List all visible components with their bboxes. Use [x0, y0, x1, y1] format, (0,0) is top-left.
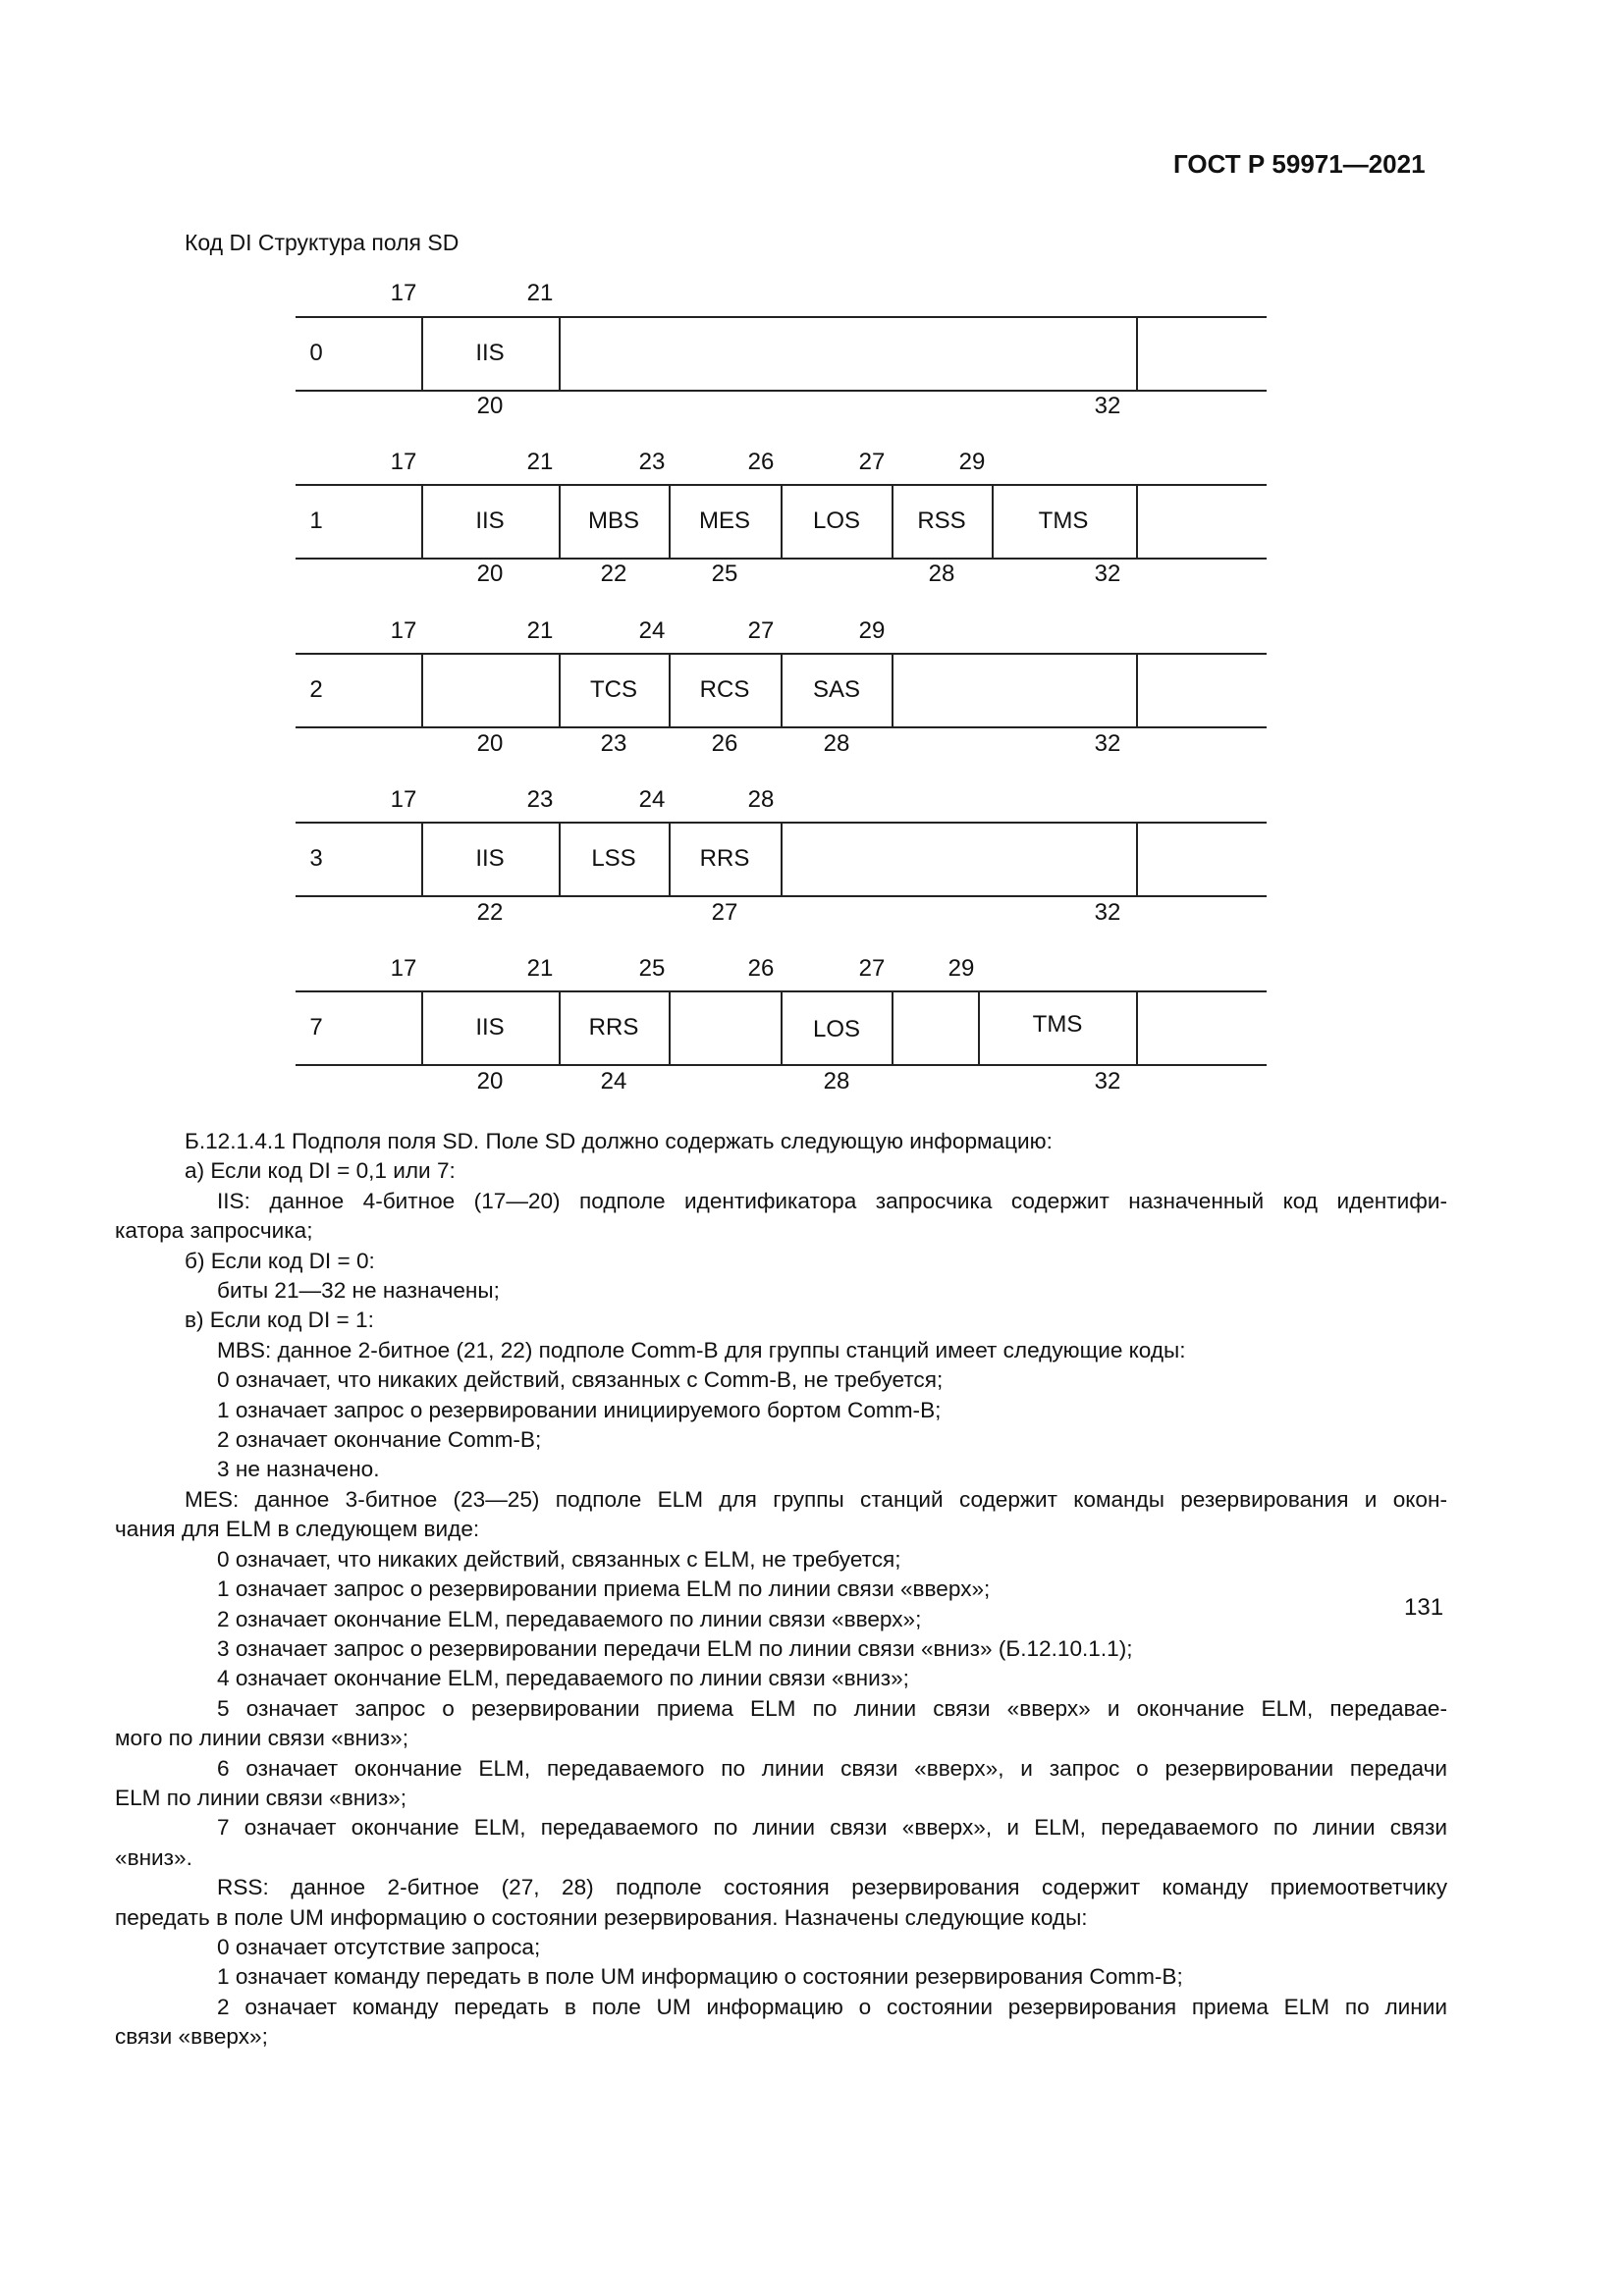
field-divider	[669, 823, 671, 895]
di-code-label: 0	[309, 340, 323, 366]
bit-label-top: 17	[390, 449, 417, 475]
field-label-mbs: MBS	[587, 507, 640, 534]
bit-label-top: 29	[858, 617, 886, 644]
field-label-iis: IIS	[475, 507, 505, 534]
paragraph: передать в поле UM информацию о состоянии резервирования. Назначены следующие коды:	[115, 1904, 1088, 1930]
row-bottom-line	[296, 390, 1267, 392]
bit-label-top: 25	[638, 955, 666, 982]
field-divider	[1136, 317, 1138, 390]
field-divider	[892, 991, 893, 1064]
field-label-mes: MES	[698, 507, 751, 534]
field-label-tcs: TCS	[590, 676, 637, 703]
paragraph: Б.12.1.4.1 Подполя поля SD. Поле SD должно содержать следующую информацию:	[185, 1129, 1053, 1153]
list-item: 6 означает окончание ELM, передаваемого по линии связи «вверх», и запрос о резервировании передачи	[217, 1755, 1447, 1781]
bit-label-bottom: 22	[600, 561, 627, 587]
list-item: 3 не назначено.	[217, 1457, 380, 1482]
paragraph: связи «вверх»;	[115, 2024, 268, 2050]
list-item: 2 означает окончание Comm-B;	[217, 1427, 542, 1453]
paragraph: RSS: данное 2-битное (27, 28) подполе состояния резервирования содержит команду приемоответчику	[217, 1875, 1447, 1900]
list-item: 0 означает, что никаких действий, связанных с Comm-B, не требуется;	[217, 1367, 944, 1393]
field-divider	[559, 991, 561, 1064]
field-divider	[421, 485, 423, 558]
field-divider	[781, 823, 783, 895]
bit-label-bottom: 23	[600, 730, 627, 757]
field-label-iis: IIS	[475, 1014, 505, 1041]
bit-label-top: 27	[747, 617, 775, 644]
paragraph: «вниз».	[115, 1844, 192, 1870]
row-bottom-line	[296, 558, 1267, 560]
list-item: 0 означает, что никаких действий, связанных с ELM, не требуется;	[217, 1546, 901, 1572]
bit-label-top: 23	[526, 786, 554, 813]
row-bottom-line	[296, 895, 1267, 897]
bit-label-bottom: 20	[476, 1068, 504, 1095]
bit-label-bottom: 32	[1094, 393, 1121, 419]
field-divider	[669, 991, 671, 1064]
field-divider	[559, 485, 561, 558]
field-label-iis: IIS	[475, 845, 505, 872]
bit-label-top: 24	[638, 786, 666, 813]
field-divider	[781, 991, 783, 1064]
di-code-label: 3	[309, 845, 323, 872]
bit-label-bottom: 25	[711, 561, 738, 587]
paragraph: MBS: данное 2-битное (21, 22) подполе Comm-B для группы станций имеет следующие коды:	[217, 1337, 1186, 1362]
paragraph: чания для ELM в следующем виде:	[115, 1517, 480, 1542]
field-divider	[1136, 654, 1138, 726]
bit-label-top: 26	[747, 449, 775, 475]
body-text	[115, 1127, 1447, 2053]
list-item: в) Если код DI = 1:	[185, 1308, 374, 1333]
field-divider	[421, 317, 423, 390]
field-divider	[421, 823, 423, 895]
list-item: 5 означает запрос о резервировании приема ELM по линии связи «вверх» и окончание ELM, передавае-	[217, 1695, 1447, 1721]
bit-label-top: 17	[390, 617, 417, 644]
bit-label-bottom: 32	[1094, 1068, 1121, 1095]
row-bottom-line	[296, 1064, 1267, 1066]
bit-label-top: 29	[958, 449, 986, 475]
bit-label-bottom: 27	[711, 899, 738, 926]
bit-label-bottom: 20	[476, 730, 504, 757]
list-item: б) Если код DI = 0:	[185, 1248, 375, 1273]
field-label-rcs: RCS	[699, 676, 750, 703]
field-label-sas: SAS	[812, 676, 861, 703]
list-item: 2 означает команду передать в поле UM информацию о состоянии резервирования приема ELM по линии	[217, 1994, 1447, 2019]
bit-label-top: 21	[526, 617, 554, 644]
bit-label-top: 29	[947, 955, 975, 982]
field-divider	[892, 485, 893, 558]
list-item: 4 означает окончание ELM, передаваемого по линии связи «вниз»;	[217, 1666, 909, 1691]
di-code-label: 2	[309, 676, 323, 703]
bit-label-top: 27	[858, 955, 886, 982]
field-divider	[559, 654, 561, 726]
field-divider	[978, 991, 980, 1064]
bit-label-top: 17	[390, 786, 417, 813]
bit-label-top: 21	[526, 955, 554, 982]
bit-label-bottom: 28	[928, 561, 955, 587]
bit-label-top: 21	[526, 280, 554, 306]
di-code-label: 1	[309, 507, 323, 534]
list-item: 1 означает команду передать в поле UM информацию о состоянии резервирования Comm-B;	[217, 1964, 1183, 1990]
bit-label-top: 26	[747, 955, 775, 982]
field-divider	[1136, 485, 1138, 558]
field-label-tms: TMS	[1032, 1011, 1083, 1038]
bit-label-bottom: 26	[711, 730, 738, 757]
paragraph: IIS: данное 4-битное (17—20) подполе идентификатора запросчика содержит назначенный код идентифи-	[217, 1188, 1447, 1213]
list-item: 1 означает запрос о резервировании приема ELM по линии связи «вверх»;	[217, 1576, 991, 1602]
field-divider	[559, 823, 561, 895]
field-label-rrs: RRS	[588, 1014, 639, 1041]
field-label-los: LOS	[812, 1016, 861, 1042]
field-label-rss: RSS	[917, 507, 966, 534]
paragraph: биты 21—32 не назначены;	[217, 1278, 500, 1304]
di-code-label: 7	[309, 1014, 323, 1041]
bit-label-bottom: 20	[476, 393, 504, 419]
bit-label-bottom: 28	[823, 730, 850, 757]
paragraph: MES: данное 3-битное (23—25) подполе ELM для группы станций содержит команды резервирования и окон-	[185, 1486, 1447, 1512]
field-divider	[669, 654, 671, 726]
field-divider	[669, 485, 671, 558]
field-divider	[421, 991, 423, 1064]
bit-label-top: 17	[390, 955, 417, 982]
paragraph: мого по линии связи «вниз»;	[115, 1726, 408, 1751]
field-divider	[1136, 991, 1138, 1064]
field-divider	[781, 485, 783, 558]
paragraph: ELM по линии связи «вниз»;	[115, 1785, 407, 1810]
list-item: 7 означает окончание ELM, передаваемого по линии связи «вверх», и ELM, передаваемого по линии связи	[217, 1815, 1447, 1841]
bit-label-top: 21	[526, 449, 554, 475]
field-label-lss: LSS	[591, 845, 636, 872]
field-divider	[1136, 823, 1138, 895]
list-item: 3 означает запрос о резервировании передачи ELM по линии связи «вниз» (Б.12.10.1.1);	[217, 1635, 1133, 1661]
bit-label-top: 17	[390, 280, 417, 306]
list-item: 0 означает отсутствие запроса;	[217, 1934, 541, 1959]
bit-label-top: 23	[638, 449, 666, 475]
bit-label-bottom: 28	[823, 1068, 850, 1095]
field-divider	[559, 317, 561, 390]
bit-label-bottom: 24	[600, 1068, 627, 1095]
row-bottom-line	[296, 726, 1267, 728]
list-item: 2 означает окончание ELM, передаваемого по линии связи «вверх»;	[217, 1606, 922, 1631]
bit-label-bottom: 32	[1094, 899, 1121, 926]
field-divider	[892, 654, 893, 726]
bit-label-top: 27	[858, 449, 886, 475]
paragraph: катора запросчика;	[115, 1218, 313, 1244]
field-divider	[781, 654, 783, 726]
figure-caption: Код DI Структура поля SD	[185, 230, 460, 255]
list-item: а) Если код DI = 0,1 или 7:	[185, 1158, 456, 1184]
field-label-iis: IIS	[475, 340, 505, 366]
bit-label-bottom: 32	[1094, 561, 1121, 587]
page-number: 131	[1404, 1594, 1444, 1621]
field-divider	[421, 654, 423, 726]
field-label-los: LOS	[812, 507, 861, 534]
bit-label-bottom: 22	[476, 899, 504, 926]
bit-label-top: 24	[638, 617, 666, 644]
field-label-tms: TMS	[1038, 507, 1089, 534]
bit-label-bottom: 32	[1094, 730, 1121, 757]
list-item: 1 означает запрос о резервировании инициируемого бортом Comm-B;	[217, 1397, 942, 1422]
row-top-line	[296, 316, 1267, 318]
field-label-rrs: RRS	[699, 845, 750, 872]
field-divider	[992, 485, 994, 558]
document-header: ГОСТ Р 59971—2021	[1173, 149, 1426, 179]
bit-label-top: 28	[747, 786, 775, 813]
bit-label-bottom: 20	[476, 561, 504, 587]
